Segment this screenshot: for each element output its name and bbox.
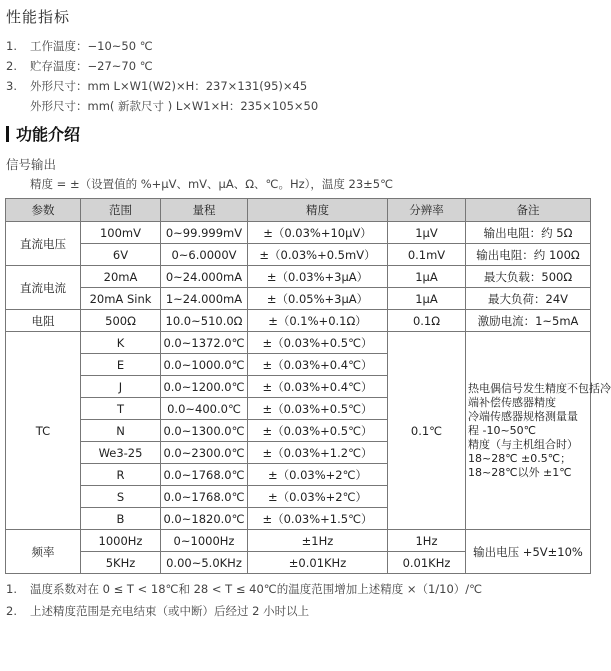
range-cell: 6V <box>81 244 161 266</box>
list-item-text: 外形尺寸：mm( 新款尺寸 ) L×W1×H：235×105×50 <box>30 99 319 113</box>
resolution-cell: 0.1Ω <box>388 310 466 332</box>
param-cell: 频率 <box>6 530 81 574</box>
remark-cell: 最大负载：500Ω <box>466 266 591 288</box>
resolution-cell: 0.01KHz <box>388 552 466 574</box>
accuracy-cell: ±（0.03%+0.4℃） <box>248 376 388 398</box>
signal-output-heading: 信号输出 <box>6 157 57 172</box>
header-param: 参数 <box>6 199 81 222</box>
span-cell: 0.0~1820.0℃ <box>161 508 248 530</box>
range-cell: S <box>81 486 161 508</box>
remark-cell: 激励电流：1~5mA <box>466 310 591 332</box>
header-accuracy: 精度 <box>248 199 388 222</box>
list-item-text: 贮存温度：−27~70 ℃ <box>30 59 153 73</box>
header-remark: 备注 <box>466 199 591 222</box>
range-cell: 1000Hz <box>81 530 161 552</box>
range-cell: B <box>81 508 161 530</box>
tc-remark-cell <box>466 332 611 530</box>
accuracy-cell: ±（0.03%+1.5℃） <box>248 508 388 530</box>
performance-list <box>6 36 318 116</box>
footnote-text: 温度系数对在 0 ≤ T < 18℃和 28 < T ≤ 40℃的温度范围增加上述精度 ×（1/10）/℃ <box>30 582 483 596</box>
resolution-cell: 1μV <box>388 222 466 244</box>
resolution-cell: 1Hz <box>388 530 466 552</box>
param-cell: 直流电流 <box>6 266 81 310</box>
range-cell: K <box>81 332 161 354</box>
accuracy-cell: ±（0.03%+10μV） <box>248 222 388 244</box>
range-cell: 20mA Sink <box>81 288 161 310</box>
remark-cell: 输出电阻：约 5Ω <box>466 222 591 244</box>
span-cell: 0.0~400.0℃ <box>161 398 248 420</box>
range-cell: N <box>81 420 161 442</box>
tc-remark-line: 18~28℃以外 ±1℃ <box>468 465 572 479</box>
tc-remark-line: 精度（与主机组合时） <box>468 437 578 451</box>
span-cell: 0~1000Hz <box>161 530 248 552</box>
span-cell: 0.00~5.0KHz <box>161 552 248 574</box>
features-title <box>6 122 80 145</box>
list-item <box>6 76 318 96</box>
accuracy-cell: ±（0.03%+0.5mV） <box>248 244 388 266</box>
param-cell: 电阻 <box>6 310 81 332</box>
span-cell: 0.0~1300.0℃ <box>161 420 248 442</box>
list-item-number: 1. <box>6 39 17 53</box>
range-cell: 100mV <box>81 222 161 244</box>
range-cell: T <box>81 398 161 420</box>
range-cell: R <box>81 464 161 486</box>
range-cell: J <box>81 376 161 398</box>
remark-cell: 输出电压 +5V±10% <box>466 530 591 574</box>
span-cell: 0~24.000mA <box>161 266 248 288</box>
accuracy-cell: ±（0.03%+0.5℃） <box>248 420 388 442</box>
footnote <box>6 600 482 622</box>
span-cell: 0.0~1768.0℃ <box>161 486 248 508</box>
tc-remark-line: 冷端传感器规格测量量 <box>468 409 578 423</box>
span-cell: 0.0~1200.0℃ <box>161 376 248 398</box>
accuracy-cell: ±（0.03%+0.5℃） <box>248 398 388 420</box>
tc-remark <box>466 381 611 480</box>
resolution-cell: 1μA <box>388 266 466 288</box>
resolution-cell: 1μA <box>388 288 466 310</box>
footnote-text: 上述精度范围是充电结束（或中断）后经过 2 小时以上 <box>30 604 310 618</box>
span-cell: 0.0~1372.0℃ <box>161 332 248 354</box>
header-span: 量程 <box>161 199 248 222</box>
range-cell: E <box>81 354 161 376</box>
footnote <box>6 578 482 600</box>
footnotes <box>6 578 482 622</box>
table-row <box>6 332 591 354</box>
remark-cell: 输出电阻：约 100Ω <box>466 244 591 266</box>
performance-title: 性能指标 <box>6 8 71 26</box>
header-range: 范围 <box>81 199 161 222</box>
table-row <box>6 530 591 552</box>
accuracy-cell: ±（0.03%+1.2℃） <box>248 442 388 464</box>
accuracy-cell: ±（0.03%+0.4℃） <box>248 354 388 376</box>
span-cell: 10.0~510.0Ω <box>161 310 248 332</box>
resolution-cell: 0.1℃ <box>388 332 466 530</box>
range-cell: 20mA <box>81 266 161 288</box>
tc-remark-line: 热电偶信号发生精度不包括冷 <box>468 381 611 395</box>
accuracy-cell: ±（0.03%+2℃） <box>248 486 388 508</box>
span-cell: 0.0~1768.0℃ <box>161 464 248 486</box>
table-row <box>6 310 591 332</box>
spec-table <box>5 198 611 574</box>
table-row <box>6 266 591 288</box>
span-cell: 0.0~1000.0℃ <box>161 354 248 376</box>
table-row <box>6 288 591 310</box>
header-resolution: 分辨率 <box>388 199 466 222</box>
list-item-text: 工作温度：−10~50 ℃ <box>30 39 153 53</box>
range-cell: 5KHz <box>81 552 161 574</box>
span-cell: 1~24.000mA <box>161 288 248 310</box>
accuracy-cell: ±（0.03%+3μA） <box>248 266 388 288</box>
footnote-number: 1. <box>6 582 17 596</box>
accuracy-cell: ±（0.03%+2℃） <box>248 464 388 486</box>
list-item <box>6 36 318 56</box>
span-cell: 0~6.0000V <box>161 244 248 266</box>
list-item-text: 外形尺寸：mm L×W1(W2)×H：237×131(95)×45 <box>30 79 308 93</box>
accuracy-note: 精度 = ±（设置值的 %+μV、mV、μA、Ω、℃。Hz），温度 23±5℃ <box>30 177 394 191</box>
list-item-number: 2. <box>6 59 17 73</box>
remark-cell: 最大负荷：24V <box>466 288 591 310</box>
table-header-row <box>6 199 591 222</box>
accuracy-cell: ±1Hz <box>248 530 388 552</box>
footnote-number: 2. <box>6 604 17 618</box>
param-cell: 直流电压 <box>6 222 81 266</box>
resolution-cell: 0.1mV <box>388 244 466 266</box>
tc-remark-line: 程 -10~50℃ <box>468 423 537 437</box>
features-title-text: 功能介绍 <box>16 125 81 144</box>
span-cell: 0~99.999mV <box>161 222 248 244</box>
list-item <box>6 56 318 76</box>
heading-bar <box>6 126 9 142</box>
list-item-number: 3. <box>6 79 17 93</box>
table-row <box>6 222 591 244</box>
tc-remark-line: 18~28℃ ±0.5℃； <box>468 451 572 465</box>
range-cell: 500Ω <box>81 310 161 332</box>
list-item <box>6 96 318 116</box>
range-cell: We3-25 <box>81 442 161 464</box>
accuracy-cell: ±（0.05%+3μA） <box>248 288 388 310</box>
span-cell: 0.0~2300.0℃ <box>161 442 248 464</box>
accuracy-cell: ±（0.03%+0.5℃） <box>248 332 388 354</box>
table-row <box>6 244 591 266</box>
tc-remark-line: 端补偿传感器精度 <box>468 395 556 409</box>
param-cell: TC <box>6 332 81 530</box>
accuracy-cell: ±（0.1%+0.1Ω） <box>248 310 388 332</box>
accuracy-cell: ±0.01KHz <box>248 552 388 574</box>
